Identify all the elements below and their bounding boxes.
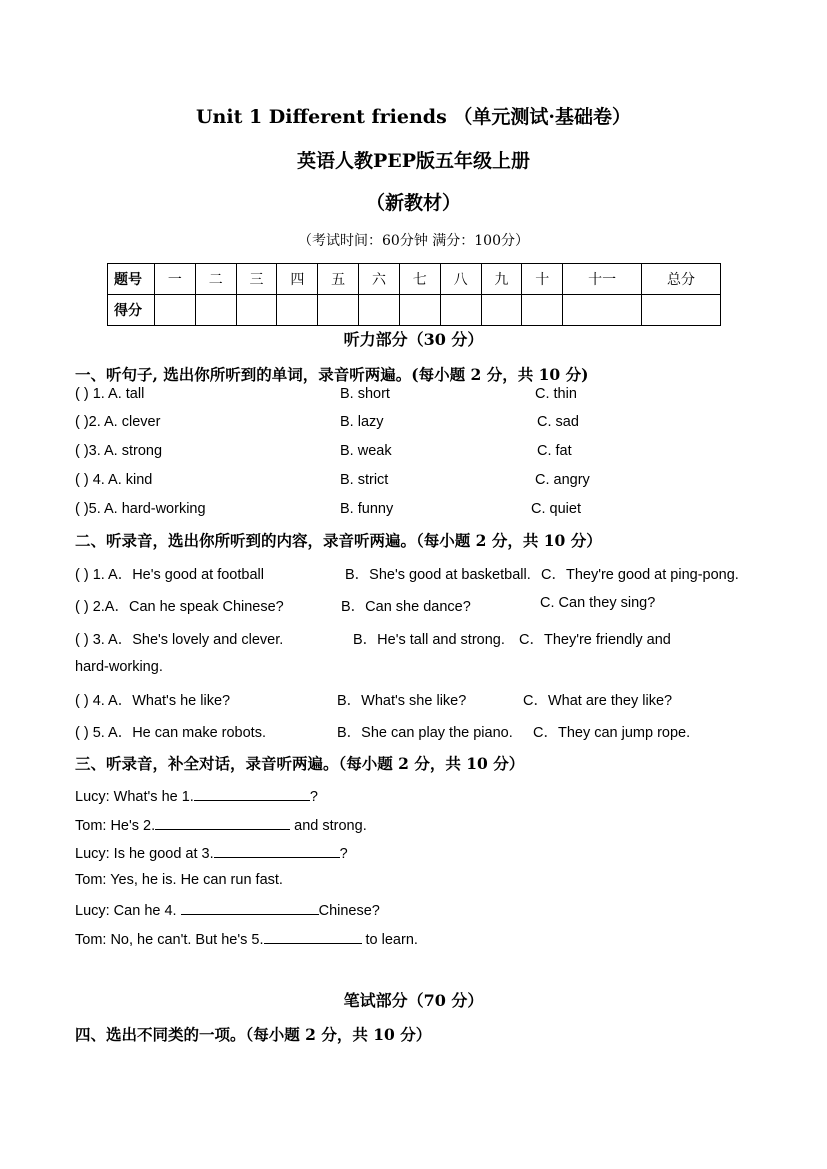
dialogue-2-text: Tom: He's 2. (75, 818, 156, 834)
score-table-header: 八 (440, 264, 481, 295)
dialogue-line-5 (75, 900, 380, 919)
sec2-q4-a: ( ) 4. A．What's he like? (75, 693, 231, 709)
sec1-q2-b: B. lazy (340, 414, 384, 430)
answer-blank-1[interactable] (194, 786, 310, 801)
sec2-q4-b: B．What's she like? (337, 693, 467, 709)
sec1-q4-b: B. strict (340, 472, 389, 488)
score-table-header: 七 (399, 264, 440, 295)
sec1-q5-b: B. funny (340, 501, 394, 517)
sec1-q5-c: C. quiet (531, 501, 581, 517)
sec2-q3-c: C．They're friendly and (519, 632, 671, 648)
score-table-header: 五 (318, 264, 359, 295)
score-cell[interactable] (399, 295, 440, 326)
score-table-header: 三 (236, 264, 277, 295)
score-cell[interactable] (155, 295, 196, 326)
dialogue-5-text: Lucy: Can he 4. (75, 903, 181, 919)
score-table-row1-label: 题号 (108, 264, 155, 295)
sec2-q1-b: B．She's good at basketball. (345, 567, 531, 583)
listening-part-title: 听力部分（30 分） (343, 330, 484, 349)
writing-part-title: 笔试部分（70 分） (343, 991, 484, 1010)
sec1-q3-b: B. weak (340, 443, 392, 459)
exam-time-info: （考试时间：60分钟 满分：100分） (298, 233, 529, 249)
sec1-q1-a: ( ) 1. A. tall (75, 386, 145, 402)
sec2-q5-a: ( ) 5. A．He can make robots. (75, 725, 266, 741)
dialogue-6-post: to learn. (361, 932, 418, 948)
sec2-q2-b: B．Can she dance? (341, 599, 471, 615)
dialogue-4-text: Tom: Yes, he is. He can run fast. (75, 872, 283, 888)
sec2-q3-wrap: hard-working. (75, 659, 163, 675)
sec2-q5-c: C．They can jump rope. (533, 725, 691, 741)
score-table-header: 六 (359, 264, 400, 295)
score-cell[interactable] (642, 295, 721, 326)
dialogue-line-3 (75, 843, 348, 862)
sec2-q3-b: B．He's tall and strong. (353, 632, 505, 648)
sec1-q4-c: C. angry (535, 472, 590, 488)
dialogue-5-post: Chinese? (318, 903, 380, 919)
score-cell[interactable] (359, 295, 400, 326)
sec2-q3-a: ( ) 3. A．She's lovely and clever. (75, 632, 284, 648)
exam-edition: （新教材） (365, 192, 461, 214)
sec1-q4-a: ( ) 4. A. kind (75, 472, 153, 488)
score-table (107, 263, 721, 326)
dialogue-line-2 (75, 815, 367, 834)
score-table-header: 一 (155, 264, 196, 295)
score-cell[interactable] (440, 295, 481, 326)
score-cell[interactable] (195, 295, 236, 326)
sec1-q5-a: ( )5. A. hard-working (75, 501, 206, 517)
score-cell[interactable] (236, 295, 277, 326)
dialogue-line-4 (75, 872, 283, 888)
sec2-q5-b: B．She can play the piano. (337, 725, 513, 741)
answer-blank-4[interactable] (181, 900, 319, 915)
dialogue-1-post: ? (309, 789, 318, 805)
dialogue-1-text: Lucy: What's he 1. (75, 789, 194, 805)
score-cell[interactable] (277, 295, 318, 326)
exam-subtitle: 英语人教PEP版五年级上册 (296, 150, 531, 172)
score-table-header: 十 (522, 264, 563, 295)
score-table-header: 九 (481, 264, 522, 295)
dialogue-line-6 (75, 929, 418, 948)
score-table-header-row (108, 264, 721, 295)
sec2-q2-a: ( ) 2.A．Can he speak Chinese? (75, 599, 284, 615)
sec1-q1-b: B. short (340, 386, 390, 402)
section1-heading: 一、听句子, 选出你所听到的单词，录音听两遍。(每小题 2 分，共 10 分) (75, 365, 589, 384)
dialogue-6-text: Tom: No, he can't. But he's 5. (75, 932, 264, 948)
dialogue-3-text: Lucy: Is he good at 3. (75, 846, 214, 862)
score-table-header: 总分 (642, 264, 721, 295)
dialogue-3-post: ? (339, 846, 348, 862)
section4-heading: 四、选出不同类的一项。（每小题 2 分，共 10 分） (75, 1025, 432, 1044)
dialogue-line-1 (75, 786, 318, 805)
score-table-row2-label: 得分 (108, 295, 155, 326)
answer-blank-2[interactable] (155, 815, 290, 830)
exam-title: Unit 1 Different friends （单元测试·基础卷） (195, 106, 632, 128)
section3-heading: 三、听录音，补全对话，录音听两遍。（每小题 2 分，共 10 分） (75, 754, 525, 773)
score-table-header: 十一 (563, 264, 642, 295)
answer-blank-5[interactable] (264, 929, 362, 944)
sec1-q2-c: C. sad (537, 414, 579, 430)
score-cell[interactable] (522, 295, 563, 326)
score-table-header: 二 (195, 264, 236, 295)
sec2-q1-a: ( ) 1. A．He's good at football (75, 567, 264, 583)
sec2-q4-c: C．What are they like? (523, 693, 673, 709)
score-cell[interactable] (318, 295, 359, 326)
sec1-q3-c: C. fat (537, 443, 572, 459)
sec1-q1-c: C. thin (535, 386, 577, 402)
sec2-q1-c: C．They're good at ping-pong. (541, 567, 739, 583)
score-table-score-row (108, 295, 721, 326)
answer-blank-3[interactable] (214, 843, 340, 858)
sec2-q2-c: C. Can they sing? (540, 595, 656, 611)
score-cell[interactable] (563, 295, 642, 326)
sec1-q3-a: ( )3. A. strong (75, 443, 163, 459)
sec1-q2-a: ( )2. A. clever (75, 414, 161, 430)
dialogue-2-post: and strong. (290, 818, 367, 834)
score-cell[interactable] (481, 295, 522, 326)
score-table-header: 四 (277, 264, 318, 295)
section2-heading: 二、听录音，选出你所听到的内容，录音听两遍。（每小题 2 分，共 10 分） (75, 531, 602, 550)
